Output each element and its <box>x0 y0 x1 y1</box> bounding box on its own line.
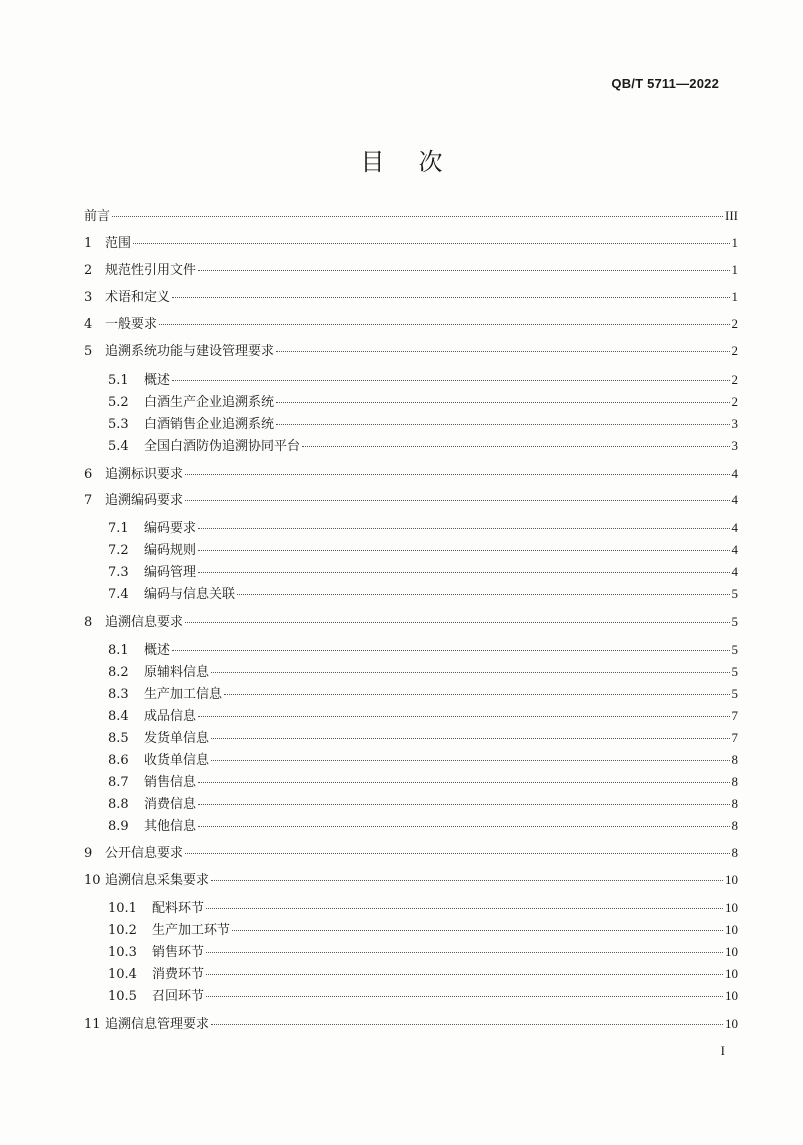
toc-entry-page: 3 <box>731 416 738 431</box>
toc-entry-title: 白酒生产企业追溯系统 <box>144 395 275 410</box>
toc-subentry[interactable] <box>108 539 738 561</box>
page-title: 目次 <box>360 148 477 176</box>
toc-entry-page: 2 <box>731 372 738 387</box>
toc-entry-page: III <box>725 208 738 223</box>
toc-entry-number: 7.3 <box>108 565 129 580</box>
toc-leader-dots <box>172 380 729 381</box>
toc-entry-page: 2 <box>731 316 738 331</box>
toc-entry-title: 编码管理 <box>144 565 197 580</box>
toc-entry-number: 8 <box>84 615 93 630</box>
toc-subentry[interactable] <box>108 639 738 661</box>
toc-entry-page: 5 <box>731 664 738 679</box>
toc-entry[interactable] <box>84 259 738 281</box>
toc-subentry[interactable] <box>108 727 738 749</box>
toc-entry-page: 10 <box>725 900 738 915</box>
toc-entry-title: 白酒销售企业追溯系统 <box>144 417 275 432</box>
toc-entry-title: 编码规则 <box>144 543 197 558</box>
toc-entry-page: 10 <box>725 1016 738 1031</box>
toc-entry-title: 追溯编码要求 <box>105 493 184 508</box>
toc-entry-page: 7 <box>731 730 738 745</box>
toc-entry-title: 范围 <box>105 236 132 251</box>
toc-entry-page: 8 <box>731 818 738 833</box>
toc-entry-number: 8.3 <box>108 687 129 702</box>
toc-entry-number: 10 <box>84 873 101 888</box>
toc-entry-page: 5 <box>731 642 738 657</box>
toc-leader-dots <box>211 672 729 673</box>
toc-subentry[interactable] <box>108 391 738 413</box>
toc-entry-page: 10 <box>725 872 738 887</box>
toc-leader-dots <box>185 622 729 623</box>
toc-leader-dots <box>211 738 729 739</box>
toc-leader-dots <box>112 216 723 217</box>
toc-entry-number: 8.6 <box>108 753 129 768</box>
toc-entry-number: 11 <box>84 1017 101 1032</box>
toc-entry-title: 规范性引用文件 <box>105 263 197 278</box>
toc-entry-page: 8 <box>731 774 738 789</box>
toc-entry-number: 9 <box>84 846 93 861</box>
toc-entry[interactable] <box>84 1013 738 1035</box>
toc-subentry[interactable] <box>108 963 738 985</box>
toc-subentry[interactable] <box>108 705 738 727</box>
toc-entry[interactable] <box>84 611 738 633</box>
toc-leader-dots <box>276 402 729 403</box>
toc-leader-dots <box>211 1024 723 1025</box>
toc-entry-number: 8.1 <box>108 643 129 658</box>
toc-subentry[interactable] <box>108 661 738 683</box>
toc-entry-page: 4 <box>731 466 738 481</box>
toc-entry-number: 10.2 <box>108 923 137 938</box>
toc-subentry[interactable] <box>108 985 738 1007</box>
toc-leader-dots <box>185 853 729 854</box>
toc-leader-dots <box>133 243 729 244</box>
toc-entry-number: 7.4 <box>108 587 129 602</box>
toc-entry-page: 1 <box>731 235 738 250</box>
toc-entry-title: 追溯信息采集要求 <box>105 873 210 888</box>
toc-entry-title: 概述 <box>144 643 171 658</box>
toc-entry-number: 8.5 <box>108 731 129 746</box>
toc-entry-title: 追溯信息要求 <box>105 615 184 630</box>
toc-leader-dots <box>206 974 723 975</box>
toc-entry-title: 编码与信息关联 <box>144 587 236 602</box>
toc-entry-number: 5 <box>84 344 93 359</box>
toc-entry-number: 2 <box>84 263 93 278</box>
toc-entry-title: 编码要求 <box>144 521 197 536</box>
toc-entry-number: 5.1 <box>108 373 129 388</box>
toc-entry-number: 8.4 <box>108 709 129 724</box>
toc-leader-dots <box>198 782 729 783</box>
toc-entry-title: 其他信息 <box>144 819 197 834</box>
toc-entry-page: 4 <box>731 520 738 535</box>
toc-entry-title: 追溯标识要求 <box>105 467 184 482</box>
toc-entry-title: 发货单信息 <box>144 731 210 746</box>
toc-subentry[interactable] <box>108 815 738 837</box>
toc-entry-page: 5 <box>731 586 738 601</box>
toc-entry-title: 销售环节 <box>152 945 205 960</box>
toc-entry-number: 7 <box>84 493 93 508</box>
toc-leader-dots <box>198 826 729 827</box>
toc-leader-dots <box>276 424 729 425</box>
toc-entry-number: 10.3 <box>108 945 137 960</box>
toc-subentry[interactable] <box>108 793 738 815</box>
toc-entry-page: 4 <box>731 564 738 579</box>
toc-subentry[interactable] <box>108 941 738 963</box>
toc-leader-dots <box>185 474 729 475</box>
toc-entry-title: 销售信息 <box>144 775 197 790</box>
toc-leader-dots <box>211 760 729 761</box>
toc-entry-title: 生产加工信息 <box>144 687 223 702</box>
toc-subentry[interactable] <box>108 771 738 793</box>
toc-leader-dots <box>198 550 729 551</box>
toc-entry-title: 一般要求 <box>105 317 158 332</box>
toc-entry-title: 公开信息要求 <box>105 846 184 861</box>
toc-entry-page: 10 <box>725 944 738 959</box>
toc-entry-page: 2 <box>731 343 738 358</box>
toc-leader-dots <box>302 446 729 447</box>
toc-leader-dots <box>172 650 729 651</box>
toc-entry-page: 5 <box>731 686 738 701</box>
toc-entry[interactable] <box>84 489 738 511</box>
toc-entry-number: 8.8 <box>108 797 129 812</box>
toc-entry-number: 7.1 <box>108 521 129 536</box>
toc-subentry[interactable] <box>108 413 738 435</box>
toc-leader-dots <box>198 804 729 805</box>
page-folio: I <box>720 1043 725 1058</box>
toc-entry-title: 前言 <box>84 209 111 224</box>
toc-entry-page: 2 <box>731 394 738 409</box>
toc-entry-page: 1 <box>731 289 738 304</box>
toc-entry-number: 8.7 <box>108 775 129 790</box>
toc-subentry[interactable] <box>108 561 738 583</box>
toc-entry-number: 4 <box>84 317 93 332</box>
standard-code: QB/T 5711—2022 <box>611 76 719 91</box>
toc-entry-title: 召回环节 <box>152 989 205 1004</box>
toc-leader-dots <box>198 270 729 271</box>
toc-entry-title: 追溯系统功能与建设管理要求 <box>105 344 275 359</box>
toc-entry-number: 1 <box>84 236 93 251</box>
toc-entry[interactable] <box>84 205 738 227</box>
toc-entry-page: 10 <box>725 966 738 981</box>
toc-entry-page: 8 <box>731 796 738 811</box>
toc-entry-number: 5.3 <box>108 417 129 432</box>
toc-entry-page: 4 <box>731 542 738 557</box>
toc-leader-dots <box>237 594 729 595</box>
toc-entry[interactable] <box>84 232 738 254</box>
toc-entry[interactable] <box>84 340 738 362</box>
toc-entry-page: 7 <box>731 708 738 723</box>
toc-entry-number: 5.2 <box>108 395 129 410</box>
toc-leader-dots <box>198 716 729 717</box>
toc-entry-number: 10.1 <box>108 901 137 916</box>
toc-entry-page: 8 <box>731 845 738 860</box>
toc-entry-title: 生产加工环节 <box>152 923 231 938</box>
toc-leader-dots <box>232 930 723 931</box>
toc-leader-dots <box>206 952 723 953</box>
toc-subentry[interactable] <box>108 517 738 539</box>
toc-entry-page: 1 <box>731 262 738 277</box>
toc-entry[interactable] <box>84 842 738 864</box>
toc-entry-title: 追溯信息管理要求 <box>105 1017 210 1032</box>
toc-entry-number: 6 <box>84 467 93 482</box>
toc-entry-title: 原辅料信息 <box>144 665 210 680</box>
toc-entry-number: 8.9 <box>108 819 129 834</box>
toc-entry-title: 消费环节 <box>152 967 205 982</box>
toc-entry-title: 术语和定义 <box>105 290 171 305</box>
toc-entry[interactable] <box>84 869 738 891</box>
toc-entry[interactable] <box>84 313 738 335</box>
toc-entry-number: 7.2 <box>108 543 129 558</box>
toc-entry-page: 8 <box>731 752 738 767</box>
toc-entry-page: 4 <box>731 492 738 507</box>
toc-entry-title: 概述 <box>144 373 171 388</box>
toc-entry-number: 5.4 <box>108 439 129 454</box>
toc-entry-number: 10.5 <box>108 989 137 1004</box>
toc-entry-number: 10.4 <box>108 967 137 982</box>
toc-entry[interactable] <box>84 463 738 485</box>
toc-entry-title: 收货单信息 <box>144 753 210 768</box>
toc-leader-dots <box>224 694 729 695</box>
toc-subentry[interactable] <box>108 897 738 919</box>
toc-leader-dots <box>198 528 729 529</box>
toc-subentry[interactable] <box>108 583 738 605</box>
toc-entry[interactable] <box>84 286 738 308</box>
toc-leader-dots <box>206 908 723 909</box>
toc-entry-title: 成品信息 <box>144 709 197 724</box>
toc-leader-dots <box>198 572 729 573</box>
toc-subentry[interactable] <box>108 683 738 705</box>
toc-entry-page: 10 <box>725 988 738 1003</box>
toc-leader-dots <box>185 500 729 501</box>
toc-entry-title: 配料环节 <box>152 901 205 916</box>
toc-entry-number: 3 <box>84 290 93 305</box>
toc-entry-title: 消费信息 <box>144 797 197 812</box>
toc-subentry[interactable] <box>108 369 738 391</box>
toc-entry-page: 5 <box>731 614 738 629</box>
toc-leader-dots <box>211 880 723 881</box>
toc-subentry[interactable] <box>108 919 738 941</box>
toc-entry-number: 8.2 <box>108 665 129 680</box>
toc-leader-dots <box>159 324 729 325</box>
toc-entry-page: 10 <box>725 922 738 937</box>
toc-leader-dots <box>172 297 729 298</box>
toc-entry-title: 全国白酒防伪追溯协同平台 <box>144 439 301 454</box>
toc-leader-dots <box>276 351 729 352</box>
toc-subentry[interactable] <box>108 435 738 457</box>
toc-subentry[interactable] <box>108 749 738 771</box>
toc-leader-dots <box>206 996 723 997</box>
toc-entry-page: 3 <box>731 438 738 453</box>
